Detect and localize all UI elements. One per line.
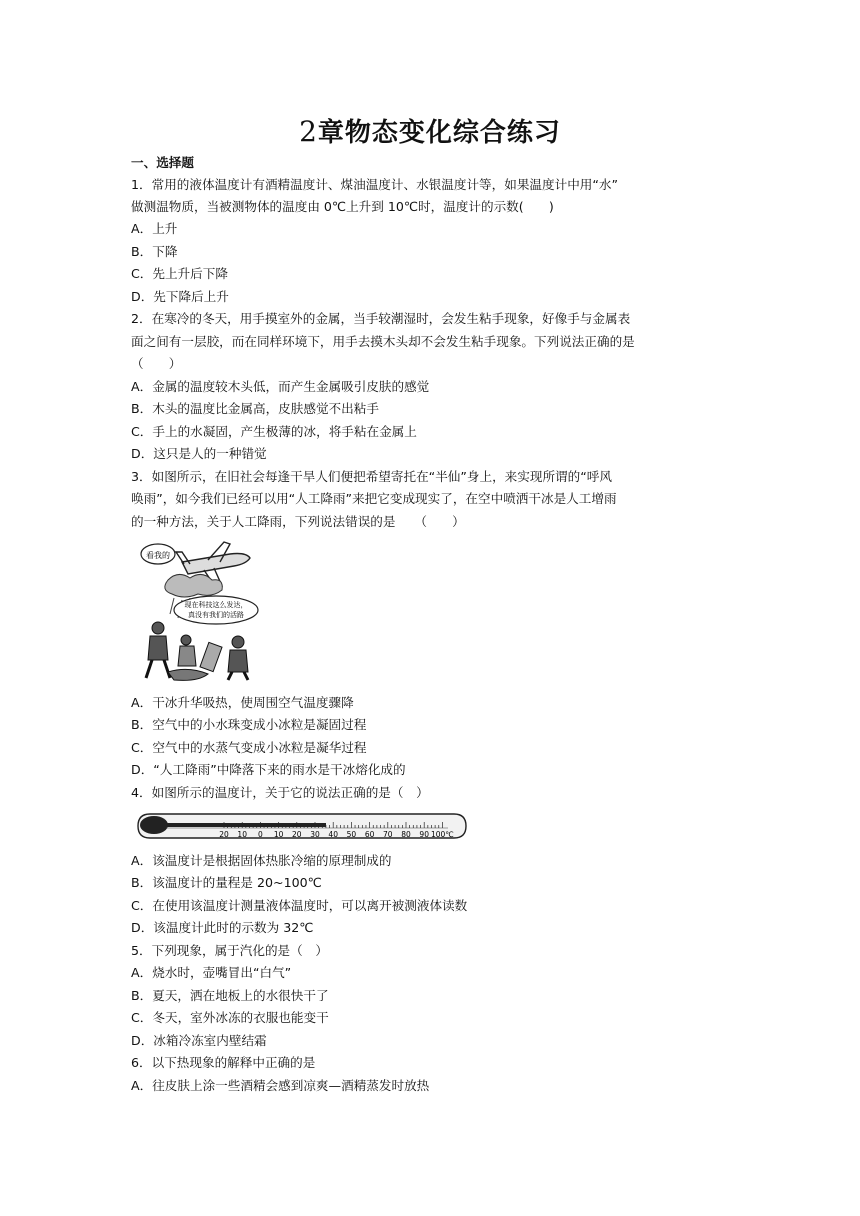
section-heading: 一、选择题 [131,155,194,170]
thermometer-tick-label: 0 [258,830,263,839]
thermometer-tick-label: 10 [237,830,247,839]
text-line: A．上升 [131,221,178,236]
text-line: B．该温度计的量程是 20~100℃ [131,875,322,890]
text-line: 6．以下热现象的解释中正确的是 [131,1055,316,1070]
thermometer-tick-label: 10 [273,830,284,839]
thermometer-tick-label: 40 [328,830,338,839]
text-line: C．冬天，室外冰冻的衣服也能变干 [131,1010,329,1025]
text-line: 2．在寒冷的冬天，用手摸室外的金属，当手较潮湿时，会发生粘手现象，好像手与金属表 [131,311,631,326]
text-line: C．手上的水凝固，产生极薄的冰，将手粘在金属上 [131,424,417,439]
text-line: B．木头的温度比金属高，皮肤感觉不出粘手 [131,401,379,416]
text-line: A．干冰升华吸热，使周围空气温度骤降 [131,695,354,710]
thermometer-tick-label: 80 [401,830,411,839]
text-line: D．这只是人的一种错觉 [131,446,267,461]
bubble-people-text-1: 现在科技这么发达， [184,601,248,609]
thermometer-tick-label: 100℃ [431,830,454,839]
text-line: （ ） [131,356,182,371]
thermometer-tick-label: 20 [292,830,302,839]
text-line: D．“人工降雨”中降落下来的雨水是干冰熔化成的 [131,762,406,777]
text-line: B．夏天，洒在地板上的水很快干了 [131,988,329,1003]
text-line: C．在使用该温度计测量液体温度时，可以离开被测液体读数 [131,898,468,913]
text-line: 唤雨”，如今我们已经可以用“人工降雨”来把它变成现实了，在空中喷洒干冰是人工增雨 [131,491,617,506]
text-line: 1．常用的液体温度计有酒精温度计、煤油温度计、水银温度计等，如果温度计中用“水” [131,177,619,192]
text-line: 4．如图所示的温度计，关于它的说法正确的是（ ） [131,785,429,800]
text-line: C．先上升后下降 [131,266,228,281]
text-line: A．该温度计是根据固体热胀冷缩的原理制成的 [131,853,392,868]
thermometer-tick-label: 20 [219,830,229,839]
text-line: C．空气中的水蒸气变成小冰粒是凝华过程 [131,740,367,755]
text-line: A．金属的温度较木头低，而产生金属吸引皮肤的感觉 [131,379,430,394]
page-title [0,112,860,149]
title-chapter-number: 2 [299,115,318,148]
text-line: 3．如图所示，在旧社会每逢干旱人们便把希望寄托在“半仙”身上，来实现所谓的“呼风 [131,469,612,484]
text-line: B．下降 [131,244,178,259]
bubble-plane-text: 看我的 [146,551,170,560]
title-text: 章物态变化综合练习 [317,118,561,148]
bubble-people-text-2: 真没有我们的活路 [188,611,244,619]
text-line: 面之间有一层胶，而在同样环境下，用手去摸木头却不会发生粘手现象。下列说法正确的是 [131,334,635,349]
text-line: 5．下列现象，属于汽化的是（ ） [131,943,328,958]
text-line: 的一种方法，关于人工降雨，下列说法错误的是 （ ） [131,514,465,529]
text-line: D．该温度计此时的示数为 32℃ [131,920,314,935]
text-line: B．空气中的小水珠变成小冰粒是凝固过程 [131,717,367,732]
thermometer-tick-label: 70 [383,830,393,839]
thermometer-tick-label: 90 [419,830,429,839]
text-line: A．烧水时，壶嘴冒出“白气” [131,965,292,980]
thermometer-tick-label: 50 [346,830,357,839]
text-line: D．冰箱冷冻室内壁结霜 [131,1033,267,1048]
cartoon-figure [138,540,263,682]
text-line: D．先下降后上升 [131,289,229,304]
text-line: A．往皮肤上涂一些酒精会感到凉爽—酒精蒸发时放热 [131,1078,430,1093]
text-line: 做测温物质，当被测物体的温度由 0℃上升到 10℃时，温度计的示数( ) [131,199,554,214]
thermometer-tick-label: 60 [364,830,375,839]
thermometer-tick-label: 30 [310,830,320,839]
people-illustration [146,622,248,680]
thermometer-figure [136,810,476,842]
thermometer-bulb [140,816,168,834]
